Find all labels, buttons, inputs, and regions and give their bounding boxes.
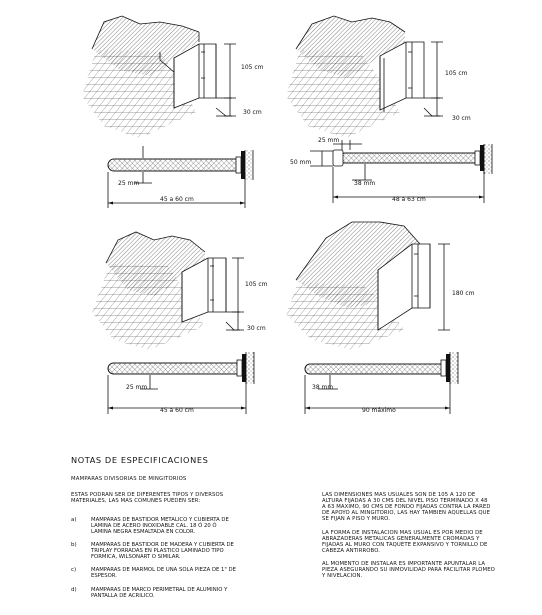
notes-paragraph-installation: LA FORMA DE INSTALACION MAS USUAL ES POR MEDIO DE ABRAZADERAS METALICAS GENERALMENTE CROMADAS Y FIJADAS AL MURO CON TAQUETE EXPANSIVO Y TORNILLO DE CABEZA ANTIRROBO. (322, 530, 488, 555)
d2-wall-gap-label: 38 mm (354, 180, 376, 187)
notes-paragraph-dimensions: LAS DIMENSIONES MAS USUALES SON DE 105 A 120 DE ALTURA FIJADAS A 30 CMS DEL NIVEL PISO TERMINADO X 48 A 63 MAXIMO, 90 CMS DE FONDO FIJADAS CONTRA LA PARED DE APOYO AL MINGITORIO, LAS HAY TAMBIEN AQUELLAS QUE SE FIJAN A PISO Y MURO. (322, 492, 491, 523)
d4-wall-gap-label: 38 mm (312, 384, 334, 391)
d4-width-label: 90 máximo (362, 407, 396, 414)
d3-width-label: 45 a 60 cm (160, 407, 194, 414)
notes-paragraph-leveling: AL MOMENTO DE INSTALAR ES IMPORTANTE APUNTALAR LA PIEZA ASEGURANDO SU INMOVILIDAD PARA FACILITAR PLOMEO Y NIVELACION. (322, 561, 495, 580)
list-item-text: MAMPARAS DE BASTIDOR METALICO Y CUBIERTA DE LAMINA DE ACERO INOXIDABLE CAL. 18 Ó 20 Ó LAMINA NEGRA ESMALTADA EN COLOR. (91, 517, 229, 536)
notes-title: NOTAS DE ESPECIFICACIONES (71, 455, 209, 465)
d3-floor-label: 30 cm (247, 325, 266, 332)
d2-width-label: 48 a 63 cm (392, 196, 426, 203)
list-item-marker: a) (71, 517, 77, 523)
list-item-text: MAMPARAS DE MARMOL DE UNA SOLA PIEZA DE 1" DE ESPESOR. (91, 567, 236, 580)
d3-height-label: 105 cm (245, 281, 268, 288)
d2-height-label: 105 cm (445, 70, 468, 77)
list-item-text: MAMPARAS DE BASTIDOR DE MADERA Y CUBIERTA DE TRIPLAY FORRADAS EN PLASTICO LAMINADO TIPO FORMICA, WILSONART O SIMILAR. (91, 542, 234, 561)
d1-width-label: 45 a 60 cm (160, 196, 194, 203)
d1-wall-gap-label: 25 mm (118, 180, 140, 187)
list-item-marker: d) (71, 587, 77, 593)
d1-floor-label: 30 cm (243, 109, 262, 116)
list-item-text: MAMPARAS DE MARCO PERIMETRAL DE ALUMINIO Y PANTALLA DE ACRILICO. (91, 587, 228, 600)
list-item-marker: b) (71, 542, 77, 548)
notes-intro: ESTAS PODRAN SER DE DIFERENTES TIPOS Y DIVERSOS MATERIALES, LAS MAS COMUNES PUEDEN SER: (71, 492, 224, 505)
d3-wall-gap-label: 25 mm (126, 384, 148, 391)
d1-height-label: 105 cm (241, 64, 264, 71)
notes-subtitle: MAMPARAS DIVISORIAS DE MINGITORIOS (71, 476, 187, 482)
d4-height-label: 180 cm (452, 290, 475, 297)
d2-depth-label: 50 mm (290, 159, 312, 166)
d2-top-label: 25 mm (318, 137, 340, 144)
list-item-marker: c) (71, 567, 77, 573)
d2-floor-label: 30 cm (452, 115, 471, 122)
